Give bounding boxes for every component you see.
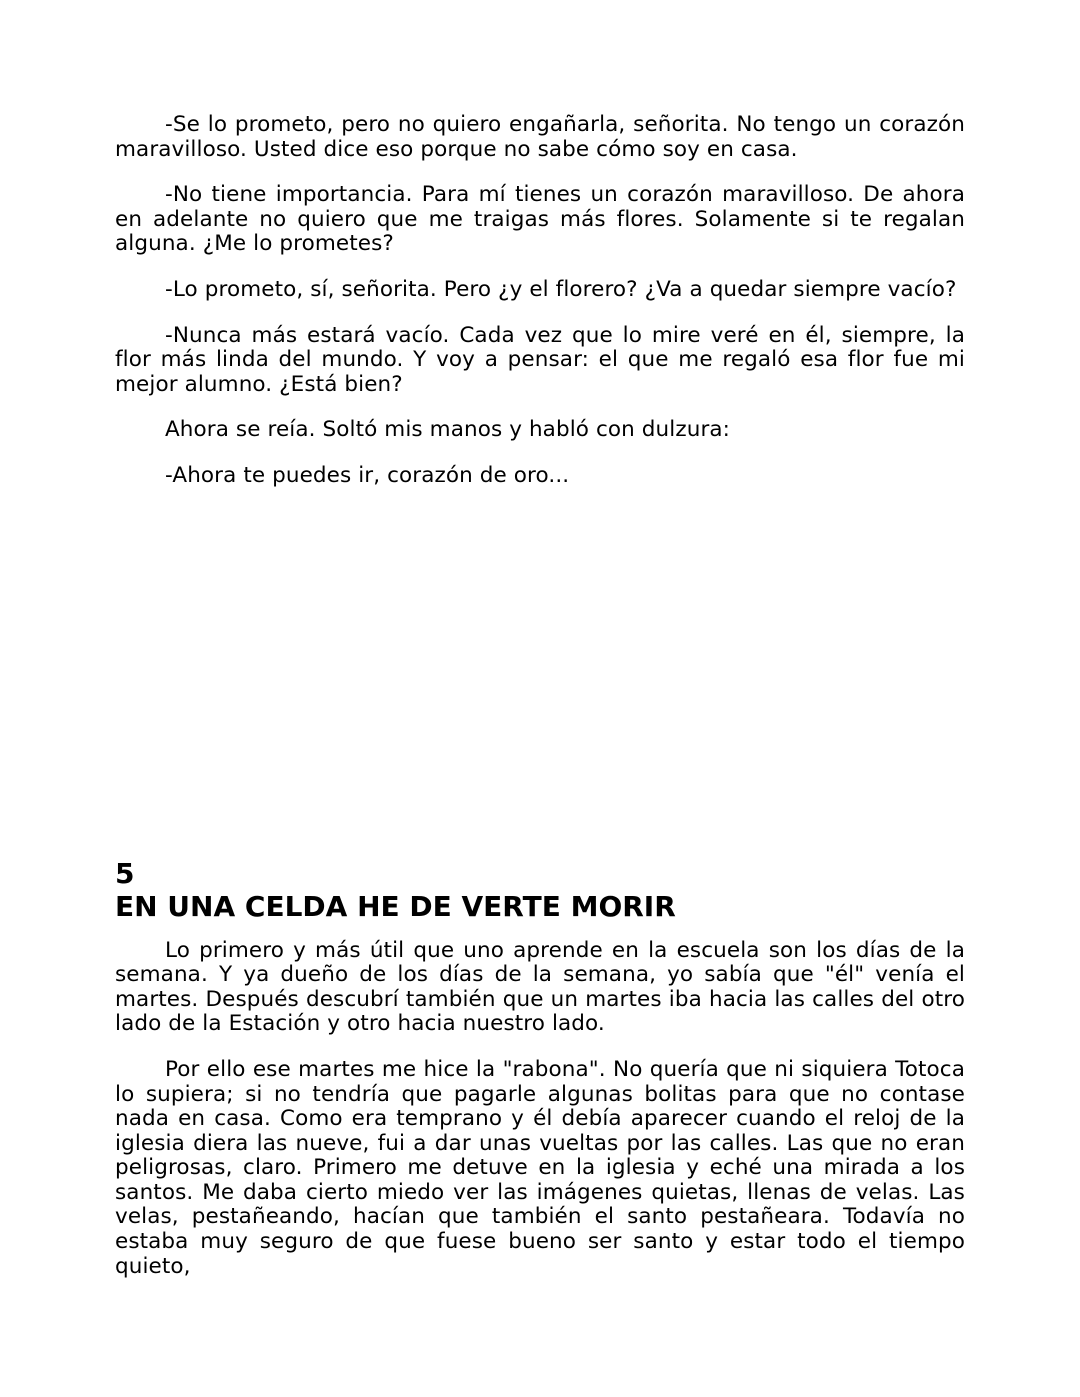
paragraph: -Ahora te puedes ir, corazón de oro... <box>165 462 570 488</box>
chapter-number: 5 <box>115 856 135 890</box>
paragraph: -Nunca más estará vacío. Cada vez que lo mire veré en él, siempre, la flor más linda del mundo. Y voy a pensar: el que me regaló esa flor fue mi mejor alumno. ¿Está bien? <box>115 322 965 397</box>
paragraph: Lo primero y más útil que uno aprende en la escuela son los días de la semana. Y ya dueño de los días de la semana, yo sabía que "él" venía el martes. Después descubrí también que un martes iba hacia las calles del otro lado de la Estación y otro hacia nuestro lado. <box>115 937 965 1037</box>
document-page <box>115 113 965 1300</box>
paragraph: -Se lo prometo, pero no quiero engañarla, señorita. No tengo un corazón maravilloso. Usted dice eso porque no sabe cómo soy en casa. <box>115 112 965 162</box>
paragraph: -No tiene importancia. Para mí tienes un corazón maravilloso. De ahora en adelante no quiero que me traigas más flores. Solamente si te regalan alguna. ¿Me lo prometes? <box>115 182 965 257</box>
paragraph: Ahora se reía. Soltó mis manos y habló con dulzura: <box>165 417 731 443</box>
chapter-title: EN UNA CELDA HE DE VERTE MORIR <box>115 889 676 923</box>
blank-space <box>115 510 965 857</box>
paragraph: Por ello ese martes me hice la "rabona". No quería que ni siquiera Totoca lo supiera; si no tendría que pagarle algunas bolitas para que no contase nada en casa. Como era temprano y él debía aparecer cuando el reloj de la iglesia diera las nueve, fui a dar unas vueltas por las calles. Las que no eran peligrosas, claro. Primero me detuve en la iglesia y eché una mirada a los santos. Me daba cierto miedo ver las imágenes quietas, llenas de velas. Las velas, pestañeando, hacían que también el santo pestañeara. Todavía no estaba muy seguro de que fuese bueno ser santo y estar todo el tiempo quieto, <box>115 1056 965 1279</box>
paragraph: -Lo prometo, sí, señorita. Pero ¿y el florero? ¿Va a quedar siempre vacío? <box>165 276 957 302</box>
